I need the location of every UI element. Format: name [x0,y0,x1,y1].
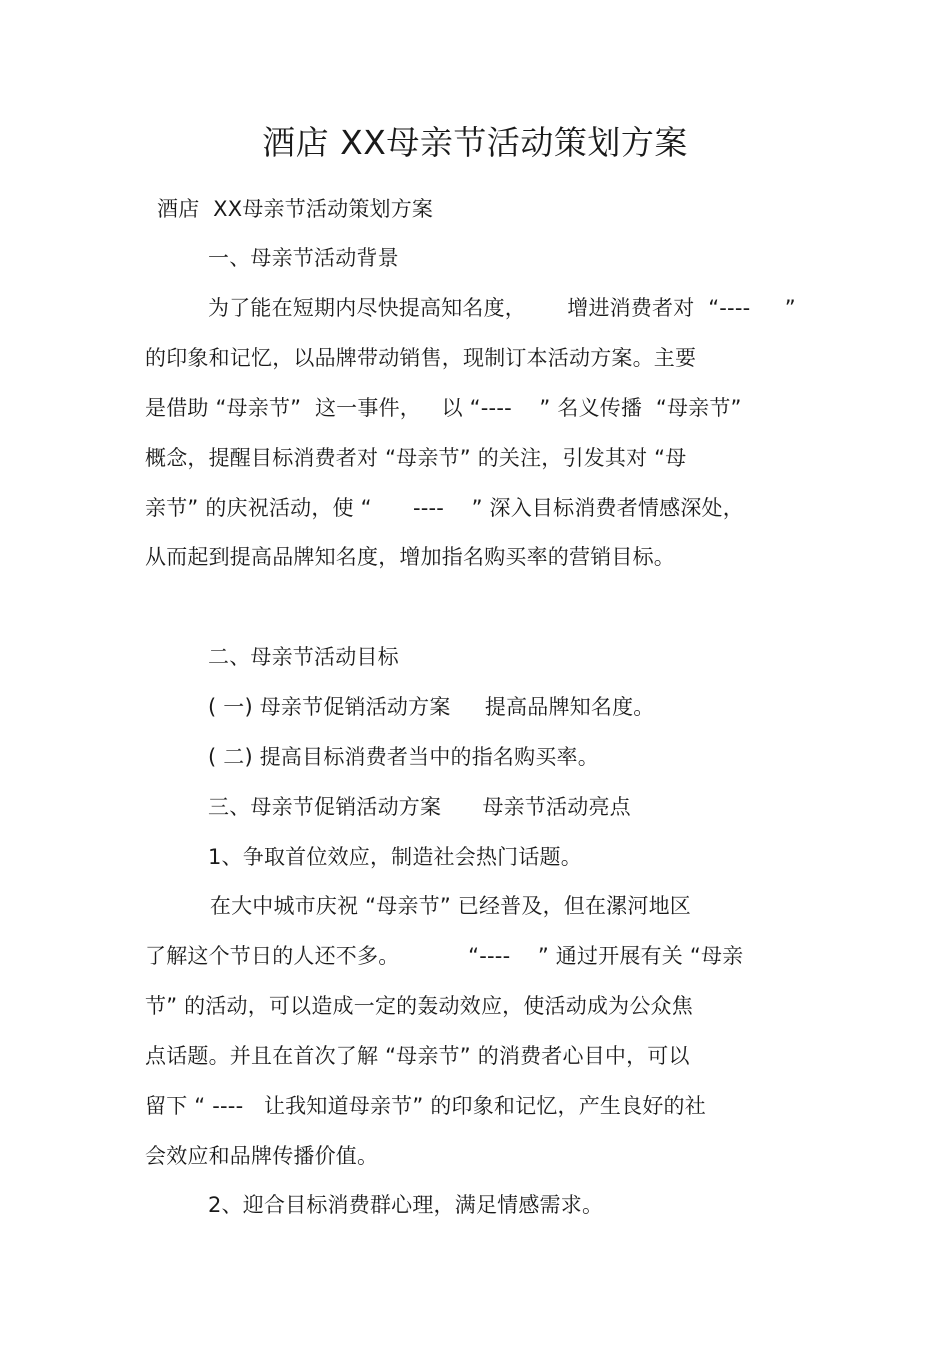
numbered-item: 1、争取首位效应，制造社会热门话题。 [208,845,582,869]
document-title: 酒店 XX母亲节活动策划方案 [262,123,688,162]
paragraph-line: 会效应和品牌传播价值。 [145,1144,379,1168]
paragraph-line: 节” 的活动，可以造成一定的轰动效应，使活动成为公众焦 [145,994,693,1018]
paragraph-line: 了解这个节日的人还不多。 “---- ” 通过开展有关 “母亲 [145,944,744,968]
paragraph-line: 在大中城市庆祝 “母亲节” 已经普及，但在漯河地区 [203,894,691,918]
list-item: ( 二) 提高目标消费者当中的指名购买率。 [208,745,599,769]
paragraph-line: 从而起到提高品牌知名度，增加指名购买率的营销目标。 [145,545,675,569]
paragraph-line: 亲节” 的庆祝活动，使 “ ---- ” 深入目标消费者情感深处， [145,496,744,520]
subtitle-line: 酒店 XX母亲节活动策划方案 [157,197,434,221]
numbered-item: 2、迎合目标消费群心理，满足情感需求。 [208,1193,604,1217]
section-heading-background: 一、母亲节活动背景 [208,246,399,270]
section-heading-highlights: 三、母亲节促销活动方案 母亲节活动亮点 [208,795,631,819]
paragraph-line: 点话题。并且在首次了解 “母亲节” 的消费者心目中，可以 [145,1044,690,1068]
list-item: ( 一) 母亲节促销活动方案 提高品牌知名度。 [208,695,655,719]
paragraph-line: 留下 “ ---- 让我知道母亲节” 的印象和记忆，产生良好的社 [145,1094,706,1118]
section-heading-goals: 二、母亲节活动目标 [208,645,399,669]
paragraph-line: 的印象和记忆，以品牌带动销售，现制订本活动方案。主要 [145,346,697,370]
paragraph-line: 概念，提醒目标消费者对 “母亲节” 的关注，引发其对 “母 [145,446,687,470]
paragraph-line: 是借助 “母亲节” 这一事件， 以 “---- ” 名义传播 “母亲节” [145,396,742,420]
paragraph-line: 为了能在短期内尽快提高知名度， 增进消费者对 “---- ” [208,296,796,320]
